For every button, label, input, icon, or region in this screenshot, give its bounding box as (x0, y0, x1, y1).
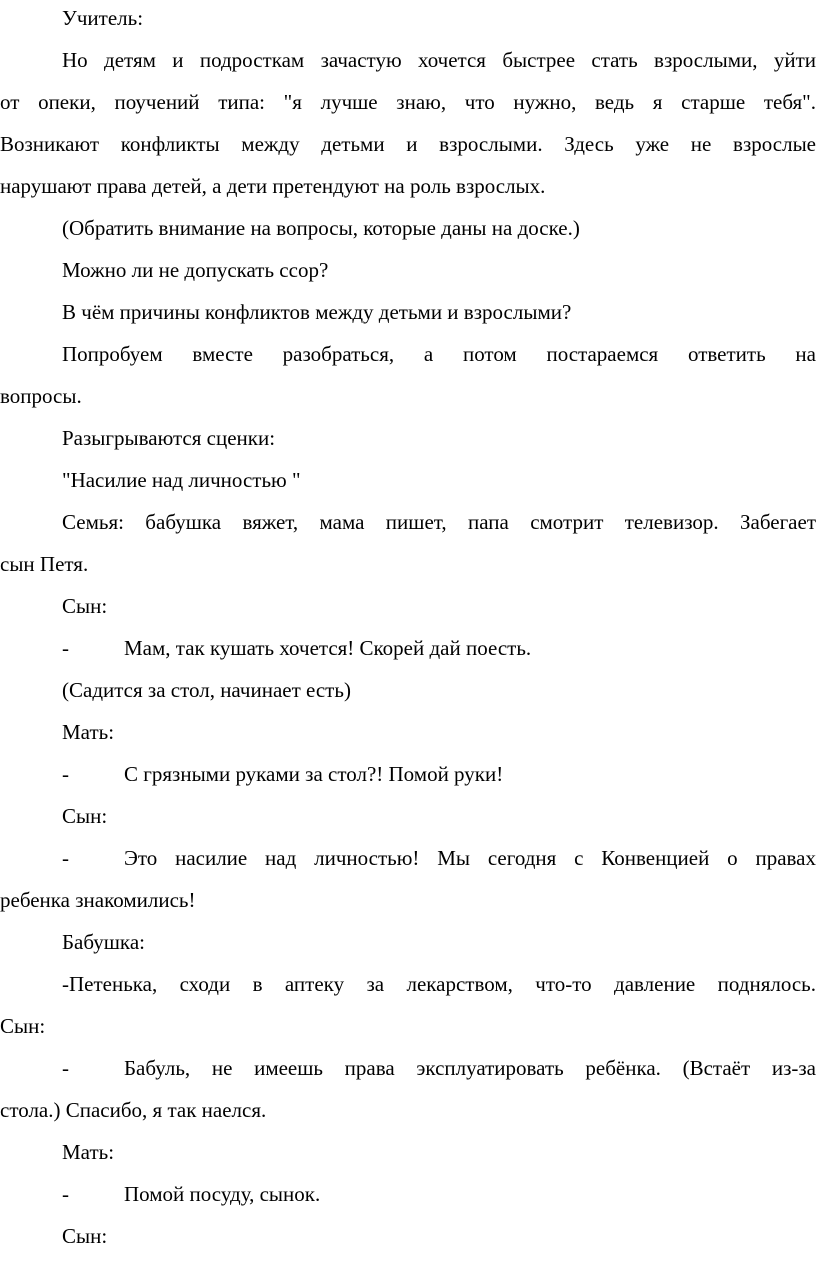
speaker-label-son: Сын: (0, 1014, 46, 1038)
dialogue-dash: - (62, 636, 69, 660)
paragraph-line: сын Петя. (0, 552, 89, 576)
speaker-label-son: Сын: (62, 594, 108, 618)
paragraph-line: Разыгрываются сценки: (62, 426, 276, 450)
speaker-label-grandmother: Бабушка: (62, 930, 145, 954)
dialogue-dash: - (62, 1182, 69, 1206)
paragraph-line: вопросы. (0, 384, 82, 408)
speaker-label-mother: Мать: (62, 720, 115, 744)
dialogue-line: стола.) Спасибо, я так наелся. (0, 1098, 267, 1122)
dialogue-dash: - (62, 762, 69, 786)
dialogue-line: С грязными руками за стол?! Помой руки! (124, 762, 504, 786)
dialogue-dash: - (62, 1056, 69, 1080)
scene-title: "Насилие над личностью " (62, 468, 301, 492)
dialogue-line: Мам, так кушать хочется! Скорей дай поесть. (124, 636, 532, 660)
paragraph-line: Семья: бабушка вяжет, мама пишет, папа смотрит телевизор. Забегает (62, 510, 816, 534)
dialogue-dash: - (62, 846, 69, 870)
paragraph-line: от опеки, поучений типа: "я лучше знаю, что нужно, ведь я старше тебя". (0, 90, 816, 114)
dialogue-line: -Петенька, сходи в аптеку за лекарством, что-то давление поднялось. (62, 972, 816, 996)
dialogue-line: ребенка знакомились! (0, 888, 196, 912)
speaker-label-mother: Мать: (62, 1140, 115, 1164)
paragraph-line: Попробуем вместе разобраться, а потом постараемся ответить на (62, 342, 816, 366)
paragraph-line: Но детям и подросткам зачастую хочется быстрее стать взрослыми, уйти (62, 48, 816, 72)
speaker-label-son: Сын: (62, 804, 108, 828)
speaker-label-son: Сын: (62, 1224, 108, 1248)
paragraph-line: нарушают права детей, а дети претендуют на роль взрослых. (0, 174, 546, 198)
paragraph-line: Возникают конфликты между детьми и взрослыми. Здесь уже не взрослые (0, 132, 816, 156)
stage-note: (Садится за стол, начинает есть) (62, 678, 351, 702)
question-line: В чём причины конфликтов между детьми и взрослыми? (62, 300, 572, 324)
stage-note: (Обратить внимание на вопросы, которые даны на доске.) (62, 216, 580, 240)
dialogue-line: Бабуль, не имеешь права эксплуатировать ребёнка. (Встаёт из-за (124, 1056, 816, 1080)
dialogue-line: Это насилие над личностью! Мы сегодня с Конвенцией о правах (124, 846, 816, 870)
dialogue-line: Помой посуду, сынок. (124, 1182, 321, 1206)
speaker-label-teacher: Учитель: (62, 6, 144, 30)
question-line: Можно ли не допускать ссор? (62, 258, 329, 282)
